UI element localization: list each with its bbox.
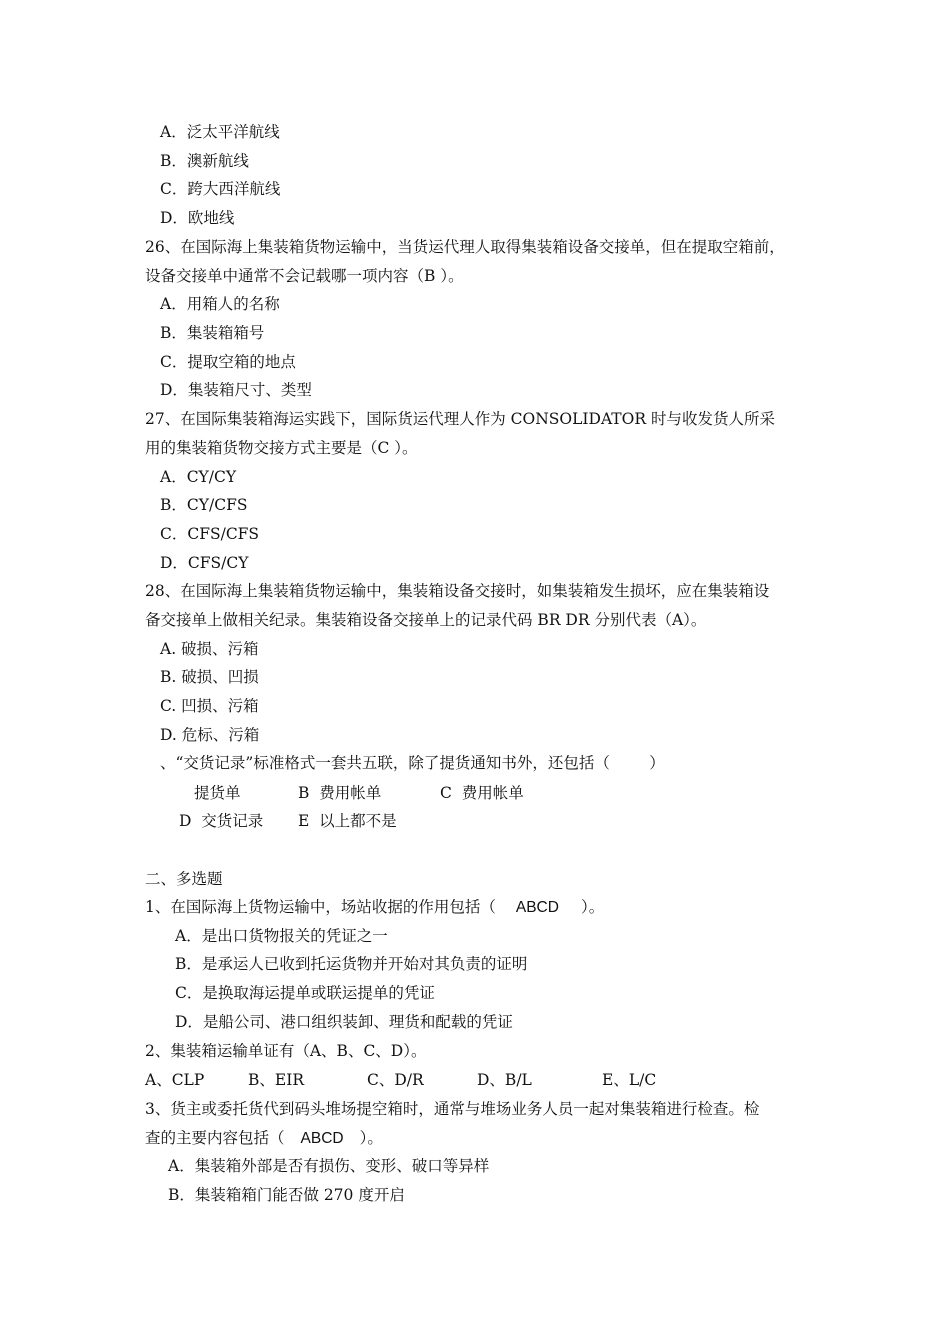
m3-text-line2 [145,1124,383,1152]
m2-option-a: A、CLP [145,1071,205,1089]
q25-option-c: C．跨大西洋航线 [160,180,281,198]
q28-option-c: C. 凹损、污箱 [160,697,259,715]
q29-option-b: B 费用帐单 [298,784,382,802]
q28-text-line2: 备交接单上做相关纪录。集装箱设备交接单上的记录代码 BR DR 分别代表（A）。 [145,611,707,629]
m1-option-d: D．是船公司、港口组织装卸、理货和配载的凭证 [175,1013,513,1031]
m2-text: 2、集装箱运输单证有（A、B、C、D）。 [145,1042,427,1060]
m3-text-line1: 3、货主或委托货代到码头堆场提空箱时，通常与堆场业务人员一起对集装箱进行检查。检 [145,1100,760,1118]
m1-option-b: B．是承运人已收到托运货物并开始对其负责的证明 [175,955,528,973]
q25-option-d: D．欧地线 [160,209,235,227]
q25-option-b: B．澳新航线 [160,152,249,170]
q29-option-d: D 交货记录 [179,812,264,830]
q29-option-a: 提货单 [194,784,241,802]
m1-text [145,893,604,921]
q28-text-line1: 28、在国际海上集装箱货物运输中，集装箱设备交接时，如集装箱发生损坏，应在集装箱设 [145,582,770,600]
q28-option-a: A. 破损、污箱 [160,640,259,658]
m1-option-c: C．是换取海运提单或联运提单的凭证 [175,984,435,1002]
q29-option-c: C 费用帐单 [440,784,524,802]
m1-text-pre: 1、在国际海上货物运输中，场站收据的作用包括（ [145,898,496,916]
q26-option-c: C．提取空箱的地点 [160,353,296,371]
q27-text-line2: 用的集装箱货物交接方式主要是（C ）。 [145,439,418,457]
q25-option-a: A．泛太平洋航线 [160,123,280,141]
m2-option-b: B、EIR [248,1071,304,1089]
q26-option-b: B．集装箱箱号 [160,324,265,342]
q28-option-d: D. 危标、污箱 [160,726,260,744]
m3-option-b: B．集装箱箱门能否做 270 度开启 [168,1186,405,1204]
m1-answer: ABCD [515,899,559,916]
q26-text-line2: 设备交接单中通常不会记载哪一项内容（B ）。 [145,267,464,285]
q27-option-c: C．CFS/CFS [160,525,260,543]
q27-text-line1: 27、在国际集装箱海运实践下，国际货运代理人作为 CONSOLIDATOR 时与收发货人所采 [145,410,775,428]
q26-option-d: D．集装箱尺寸、类型 [160,381,312,399]
q28-option-b: B. 破损、凹损 [160,668,259,686]
q26-option-a: A．用箱人的名称 [160,295,280,313]
m3-text-post: ）。 [359,1129,383,1147]
m3-text-pre: 查的主要内容包括（ [145,1129,285,1147]
m3-answer: ABCD [300,1130,344,1147]
q27-option-a: A．CY/CY [160,468,237,486]
q27-option-b: B．CY/CFS [160,496,248,514]
m2-option-e: E、L/C [602,1071,657,1089]
m2-option-c: C、D/R [367,1071,424,1089]
m3-option-a: A．集装箱外部是否有损伤、变形、破口等异样 [168,1157,490,1175]
q29-option-e: E 以上都不是 [298,812,397,830]
m2-option-d: D、B/L [477,1071,532,1089]
q26-text-line1: 26、在国际海上集装箱货物运输中，当货运代理人取得集装箱设备交接单，但在提取空箱前， [145,238,785,256]
m1-text-post: ）。 [580,898,605,916]
section-heading-multiple-choice: 二、多选题 [145,870,223,888]
q29-text: 、“交货记录”标准格式一套共五联，除了提货通知书外，还包括（ ） [160,754,665,772]
m1-option-a: A．是出口货物报关的凭证之一 [175,927,388,945]
q27-option-d: D．CFS/CY [160,554,249,572]
